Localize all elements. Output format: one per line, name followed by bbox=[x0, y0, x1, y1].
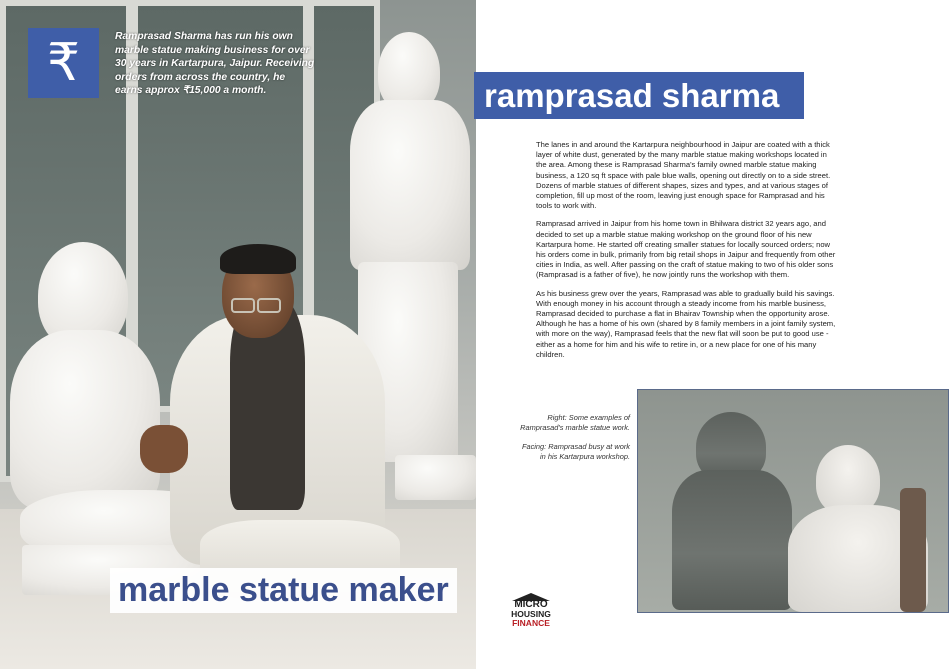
logo-text-finance: FINANCE bbox=[512, 618, 550, 628]
caption-facing: Facing: Ramprasad busy at work in his Kartarpura workshop. bbox=[521, 442, 630, 461]
rupee-symbol: ₹ bbox=[46, 34, 81, 92]
standing-statue-body bbox=[350, 100, 470, 270]
dark-statue-side bbox=[900, 488, 926, 612]
logo-text-housing: HOUSING bbox=[511, 609, 551, 619]
caption-right: Right: Some examples of Ramprasad's marble statue work. bbox=[520, 413, 630, 432]
article-paragraph: The lanes in and around the Kartarpura neighbourhood in Jaipur are coated with a thick layer of white dust, generated by the many marble statue making workshops located in the area. Among these is Ramprasad Sharma's family owned marble statue making business, a 120 sq ft space with pale blue walls, opening out directly on to a side street. Dozens of marble statues of different shapes, sizes and types, and at various stages of completion, fill up most of the room, leaving just enough space for Ramprasad and his tools to work with. bbox=[536, 140, 831, 211]
page-title-left: marble statue maker bbox=[110, 568, 457, 613]
photo-captions bbox=[520, 413, 630, 471]
craftsman-hair bbox=[220, 244, 296, 274]
craftsman-hand bbox=[140, 425, 188, 473]
craftsman-glasses-left bbox=[231, 298, 255, 313]
dark-statue-body bbox=[672, 470, 792, 610]
article-body bbox=[536, 140, 836, 368]
page-title-right: ramprasad sharma bbox=[474, 72, 804, 119]
rupee-icon bbox=[28, 28, 99, 98]
standing-statue-base bbox=[395, 455, 476, 500]
seated-statue-torso bbox=[10, 330, 160, 510]
statue-examples-photo bbox=[637, 389, 949, 613]
logo-text-micro: MICRO bbox=[514, 599, 548, 610]
article-paragraph: Ramprasad arrived in Jaipur from his home town in Bhilwara district 32 years ago, and decided to set up a marble statue making workshop on the ground floor of his new Kartarpura home. He started off creating smaller statues for locally sourced orders; now his orders come in bulk, primarily from big retail shops in Jaipur and frequently from other cities in India, as well. After passing on the craft of statue making to two of his older sons (Ramprasad is a father of five), he now jointly runs the workshop with them. bbox=[536, 219, 836, 280]
article-paragraph: As his business grew over the years, Ramprasad was able to gradually build his savings. With enough money in his account through a steady income from his marble business, Ramprasad decided to purchase a flat in Bhairav Township when the opportunity arose. Although he has a home of his own (shared by 8 family members in a joint family system, with more on the way), Ramprasad feels that the new flat will soon be put to good use - either as a home for him and his wife to retire in, or a new place for one of his many children. bbox=[536, 288, 836, 359]
craftsman-glasses-right bbox=[257, 298, 281, 313]
intro-caption: Ramprasad Sharma has run his own marble statue making business for over 30 years in Kartarpura, Jaipur. Receiving orders from across the country, he earns approx ₹15,000 a month. bbox=[115, 31, 315, 97]
micro-housing-finance-logo bbox=[508, 593, 554, 633]
